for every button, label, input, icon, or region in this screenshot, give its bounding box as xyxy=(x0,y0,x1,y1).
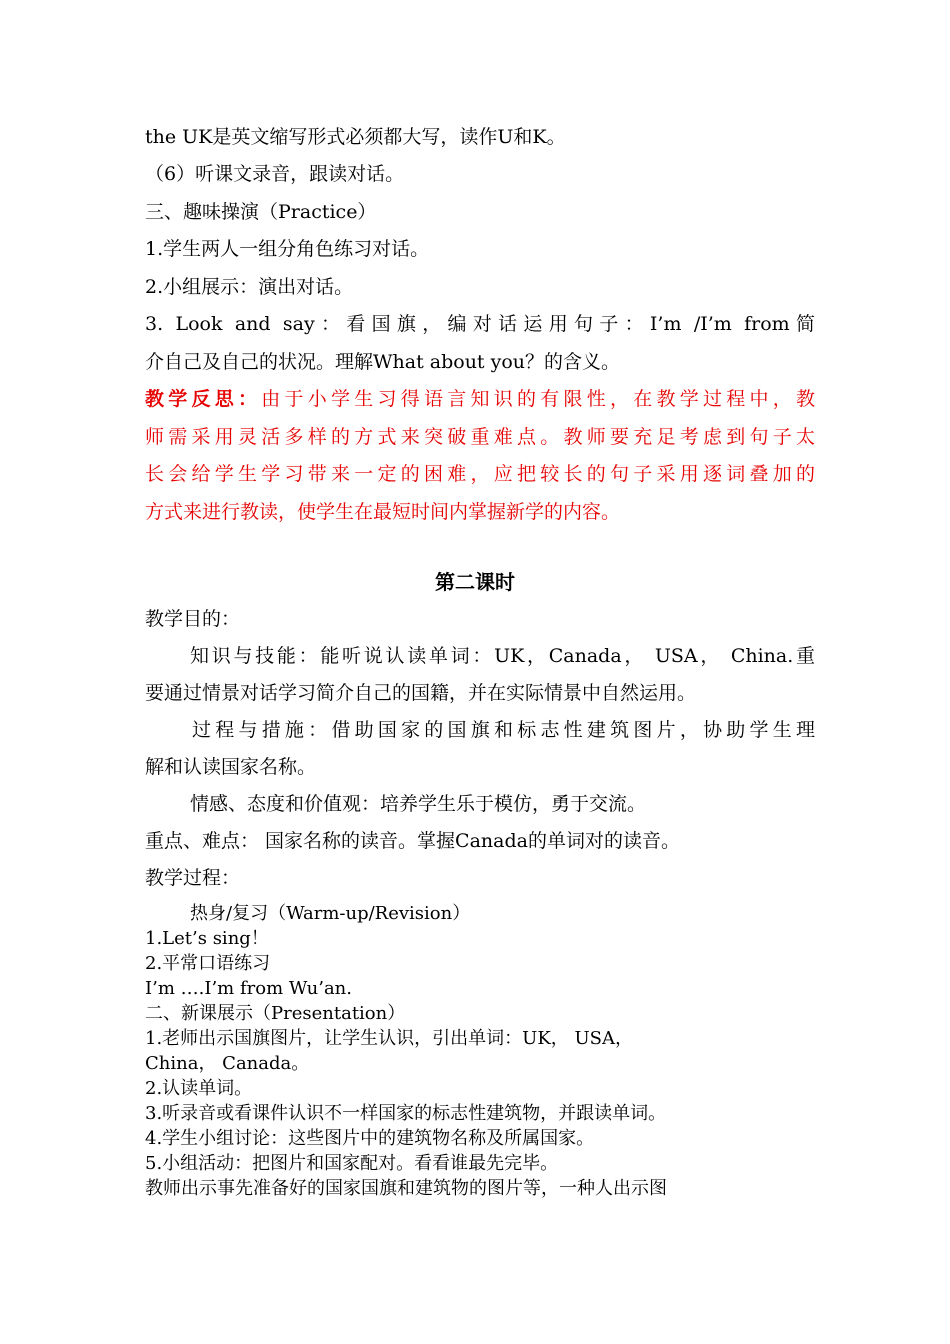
text-line: 过程与措施：借助国家的国旗和标志性建筑图片，协助学生理 xyxy=(192,719,815,741)
text-line: 2.认读单词。 xyxy=(145,1078,253,1099)
text-line: 1.学生两人一组分角色练习对话。 xyxy=(145,238,430,260)
text-line: 教学目的： xyxy=(145,608,241,630)
text-line: 介自己及自己的状况。理解What about you？的含义。 xyxy=(145,351,621,373)
text-line: 二、新课展示（Presentation） xyxy=(145,1003,406,1024)
text-line: 3.听录音或看课件认识不一样国家的标志性建筑物，并跟读单词。 xyxy=(145,1103,667,1124)
text-line: 3. Look and say：看国旗，编对话运用句子：I’m /I’m from简 xyxy=(145,313,815,335)
text-line: 教学过程： xyxy=(145,867,241,889)
text-line: 热身/复习（Warm-up/Revision） xyxy=(190,903,471,924)
text-line: 要通过情景对话学习简介自己的国籍，并在实际情景中自然运用。 xyxy=(145,682,697,704)
text-line: 4.学生小组讨论：这些图片中的建筑物名称及所属国家。 xyxy=(145,1128,595,1149)
text-line: 5.小组活动：把图片和国家配对。看看谁最先完毕。 xyxy=(145,1153,559,1174)
text-line: 解和认读国家名称。 xyxy=(145,756,317,778)
text-line: （6）听课文录音，跟读对话。 xyxy=(145,163,405,185)
text-line: 1.Let’s sing！ xyxy=(145,928,269,949)
text-line: 情感、态度和价值观：培养学生乐于模仿，勇于交流。 xyxy=(190,793,647,815)
reflection-line: 长会给学生学习带来一定的困难，应把较长的句子采用逐词叠加的 xyxy=(145,463,815,485)
section-heading-practice: 三、趣味操演（Practice） xyxy=(145,201,377,223)
text-line: I’m ….I’m from Wu’an. xyxy=(145,978,352,999)
text-line: 重点、难点： 国家名称的读音。掌握Canada的单词对的读音。 xyxy=(145,830,680,852)
text-line: China， Canada。 xyxy=(145,1053,310,1074)
reflection-line: 方式来进行教读，使学生在最短时间内掌握新学的内容。 xyxy=(145,501,621,523)
text-line: the UK是英文缩写形式必须都大写，读作U和K。 xyxy=(145,126,566,148)
reflection-line: 师需采用灵活多样的方式来突破重难点。教师要充足考虑到句子太 xyxy=(145,426,815,448)
text-line: 2.小组展示：演出对话。 xyxy=(145,276,354,298)
lesson-title: 第二课时 xyxy=(435,570,515,594)
reflection-line: 教学反思：由于小学生习得语言知识的有限性，在教学过程中，教 xyxy=(145,388,815,410)
text-line: 教师出示事先准备好的国家国旗和建筑物的图片等，一种人出示图 xyxy=(145,1178,667,1199)
text-line: 2.平常口语练习 xyxy=(145,953,271,974)
text-line: 1.老师出示国旗图片，让学生认识，引出单词：UK， USA， xyxy=(145,1028,634,1049)
reflection-label: 教学反思： xyxy=(145,388,262,410)
text-line: 知识与技能：能听说认读单词：UK，Canada， USA， China.重 xyxy=(190,645,815,667)
